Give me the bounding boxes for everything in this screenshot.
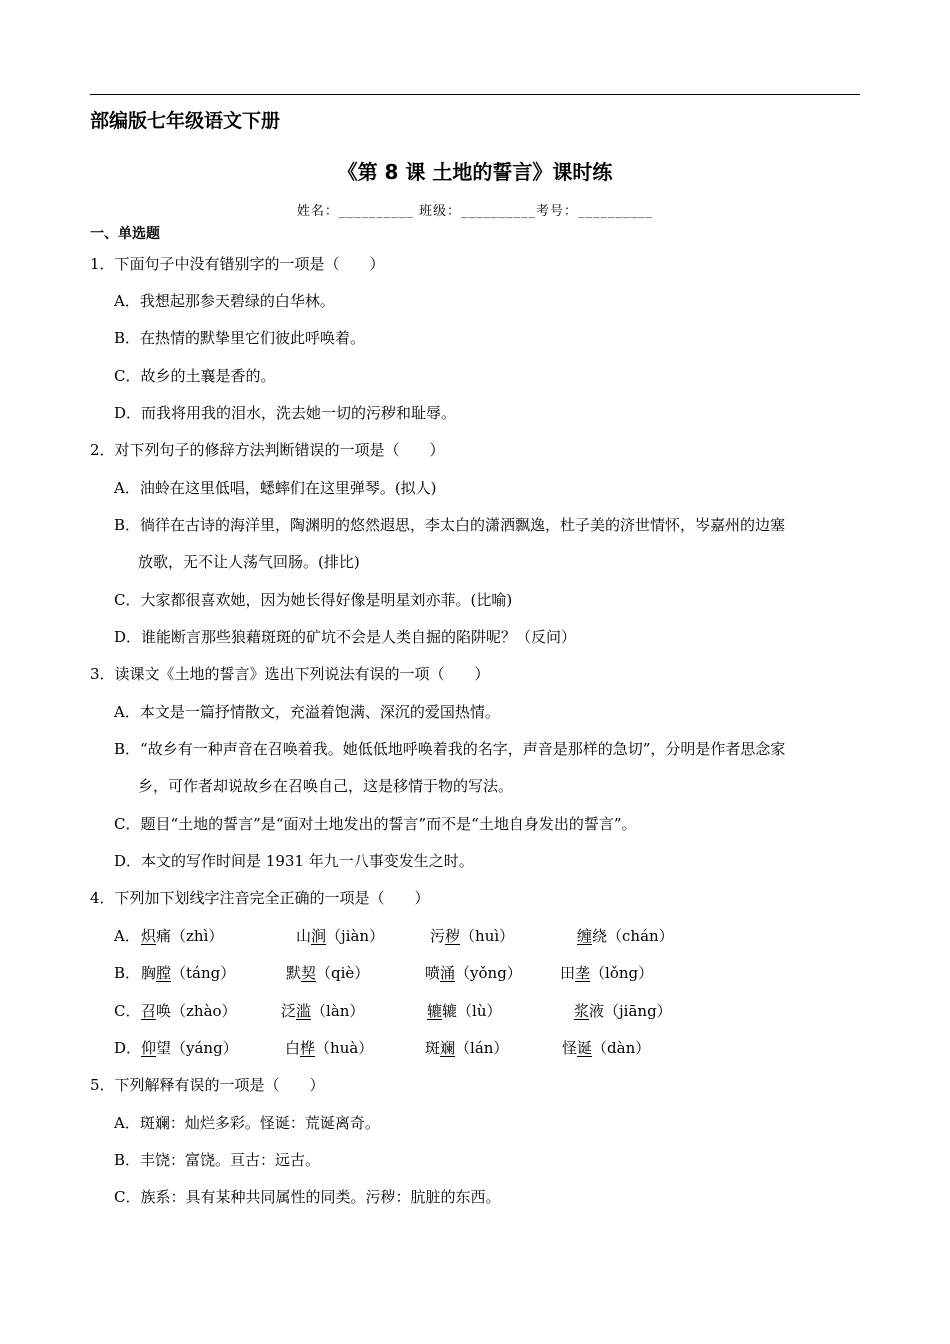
question-1-option-a: A．我想起那参天碧绿的白华林。 (114, 292, 335, 310)
question-1-option-c: C．故乡的土襄是香的。 (114, 367, 276, 385)
question-4-c-item-1: 召唤（zhào） (141, 1002, 237, 1020)
question-5-stem: 5．下列解释有误的一项是（ ） (90, 1076, 325, 1094)
question-2-option-c: C．大家都很喜欢她，因为她长得好像是明星刘亦菲。(比喻) (114, 591, 513, 609)
section-heading: 一、单选题 (90, 226, 160, 242)
question-4-c-item-4: 浆液（jiāng） (574, 1002, 672, 1020)
question-4-b-item-4: 田垄（lǒng） (560, 964, 654, 982)
question-4-option-a-label: A． (114, 927, 140, 945)
question-5-option-c: C．族系：具有某种共同属性的同类。污秽：肮脏的东西。 (114, 1188, 501, 1206)
question-4-a-item-3: 污秽（huì） (430, 927, 515, 945)
question-4-d-item-4: 怪诞（dàn） (562, 1039, 651, 1057)
question-4-option-c-label: C． (114, 1002, 141, 1020)
question-4-d-item-1: 仰望（yáng） (141, 1039, 238, 1057)
question-3-option-c: C．题目“土地的誓言”是“面对土地发出的誓言”而不是“土地自身发出的誓言”。 (114, 815, 637, 833)
question-2-option-b-continued: 放歌，无不让人荡气回肠。(排比) (138, 553, 360, 571)
question-4-d-item-3: 斑斓（lán） (425, 1039, 509, 1057)
question-1-stem: 1．下面句子中没有错别字的一项是（ ） (90, 255, 385, 273)
question-5-option-b: B．丰饶：富饶。亘古：远古。 (114, 1151, 321, 1169)
question-4-b-item-3: 喷涌（yǒng） (425, 964, 522, 982)
question-4-a-item-1: 炽痛（zhì） (141, 927, 224, 945)
question-3-option-d: D．本文的写作时间是 1931 年九一八事变发生之时。 (114, 852, 474, 870)
question-2-option-a: A．油蛉在这里低唱，蟋蟀们在这里弹琴。(拟人) (114, 479, 437, 497)
question-4-b-item-2: 默契（qiè） (286, 964, 370, 982)
question-3-option-a: A．本文是一篇抒情散文，充溢着饱满、深沉的爱国热情。 (114, 703, 500, 721)
question-2-stem: 2．对下列句子的修辞方法判断错误的一项是（ ） (90, 441, 445, 459)
question-4-c-item-2: 泛滥（làn） (281, 1002, 365, 1020)
question-5-option-a: A．斑斓：灿烂多彩。怪诞：荒诞离奇。 (114, 1114, 380, 1132)
question-4-b-item-1: 胸膛（táng） (141, 964, 236, 982)
page-title: 《第 8 课 土地的誓言》课时练 (337, 160, 613, 184)
question-4-c-item-3: 辘辘（lù） (427, 1002, 502, 1020)
question-4-a-item-2: 山涧（jiàn） (296, 927, 385, 945)
question-1-option-b: B．在热情的默挚里它们彼此呼唤着。 (114, 329, 366, 347)
question-4-a-item-4: 缠绕（chán） (577, 927, 674, 945)
question-2-option-b: B．徜徉在古诗的海洋里，陶渊明的悠然遐思，李太白的潇洒飘逸，杜子美的济世情怀，岑嘉州的边塞 (114, 516, 786, 534)
question-3-stem: 3．读课文《土地的誓言》选出下列说法有误的一项（ ） (90, 665, 490, 683)
student-info-fields: 姓名：__________ 班级：__________考号：__________ (296, 204, 654, 219)
question-4-option-d-label: D． (114, 1039, 142, 1057)
question-3-option-b-continued: 乡，可作者却说故乡在召唤自己，这是移情于物的写法。 (138, 777, 514, 795)
header-rule (90, 94, 860, 95)
question-1-option-d: D．而我将用我的泪水，洗去她一切的污秽和耻辱。 (114, 404, 457, 422)
series-title: 部编版七年级语文下册 (90, 110, 281, 132)
question-4-option-b-label: B． (114, 964, 141, 982)
question-3-option-b: B．“故乡有一种声音在召唤着我。她低低地呼唤着我的名字，声音是那样的急切”，分明是作者思念家 (114, 740, 786, 758)
question-4-stem: 4．下列加下划线字注音完全正确的一项是（ ） (90, 889, 430, 907)
question-4-d-item-2: 白桦（huà） (285, 1039, 374, 1057)
question-2-option-d: D．谁能断言那些狼藉斑斑的矿坑不会是人类自掘的陷阱呢？（反问） (114, 628, 577, 646)
